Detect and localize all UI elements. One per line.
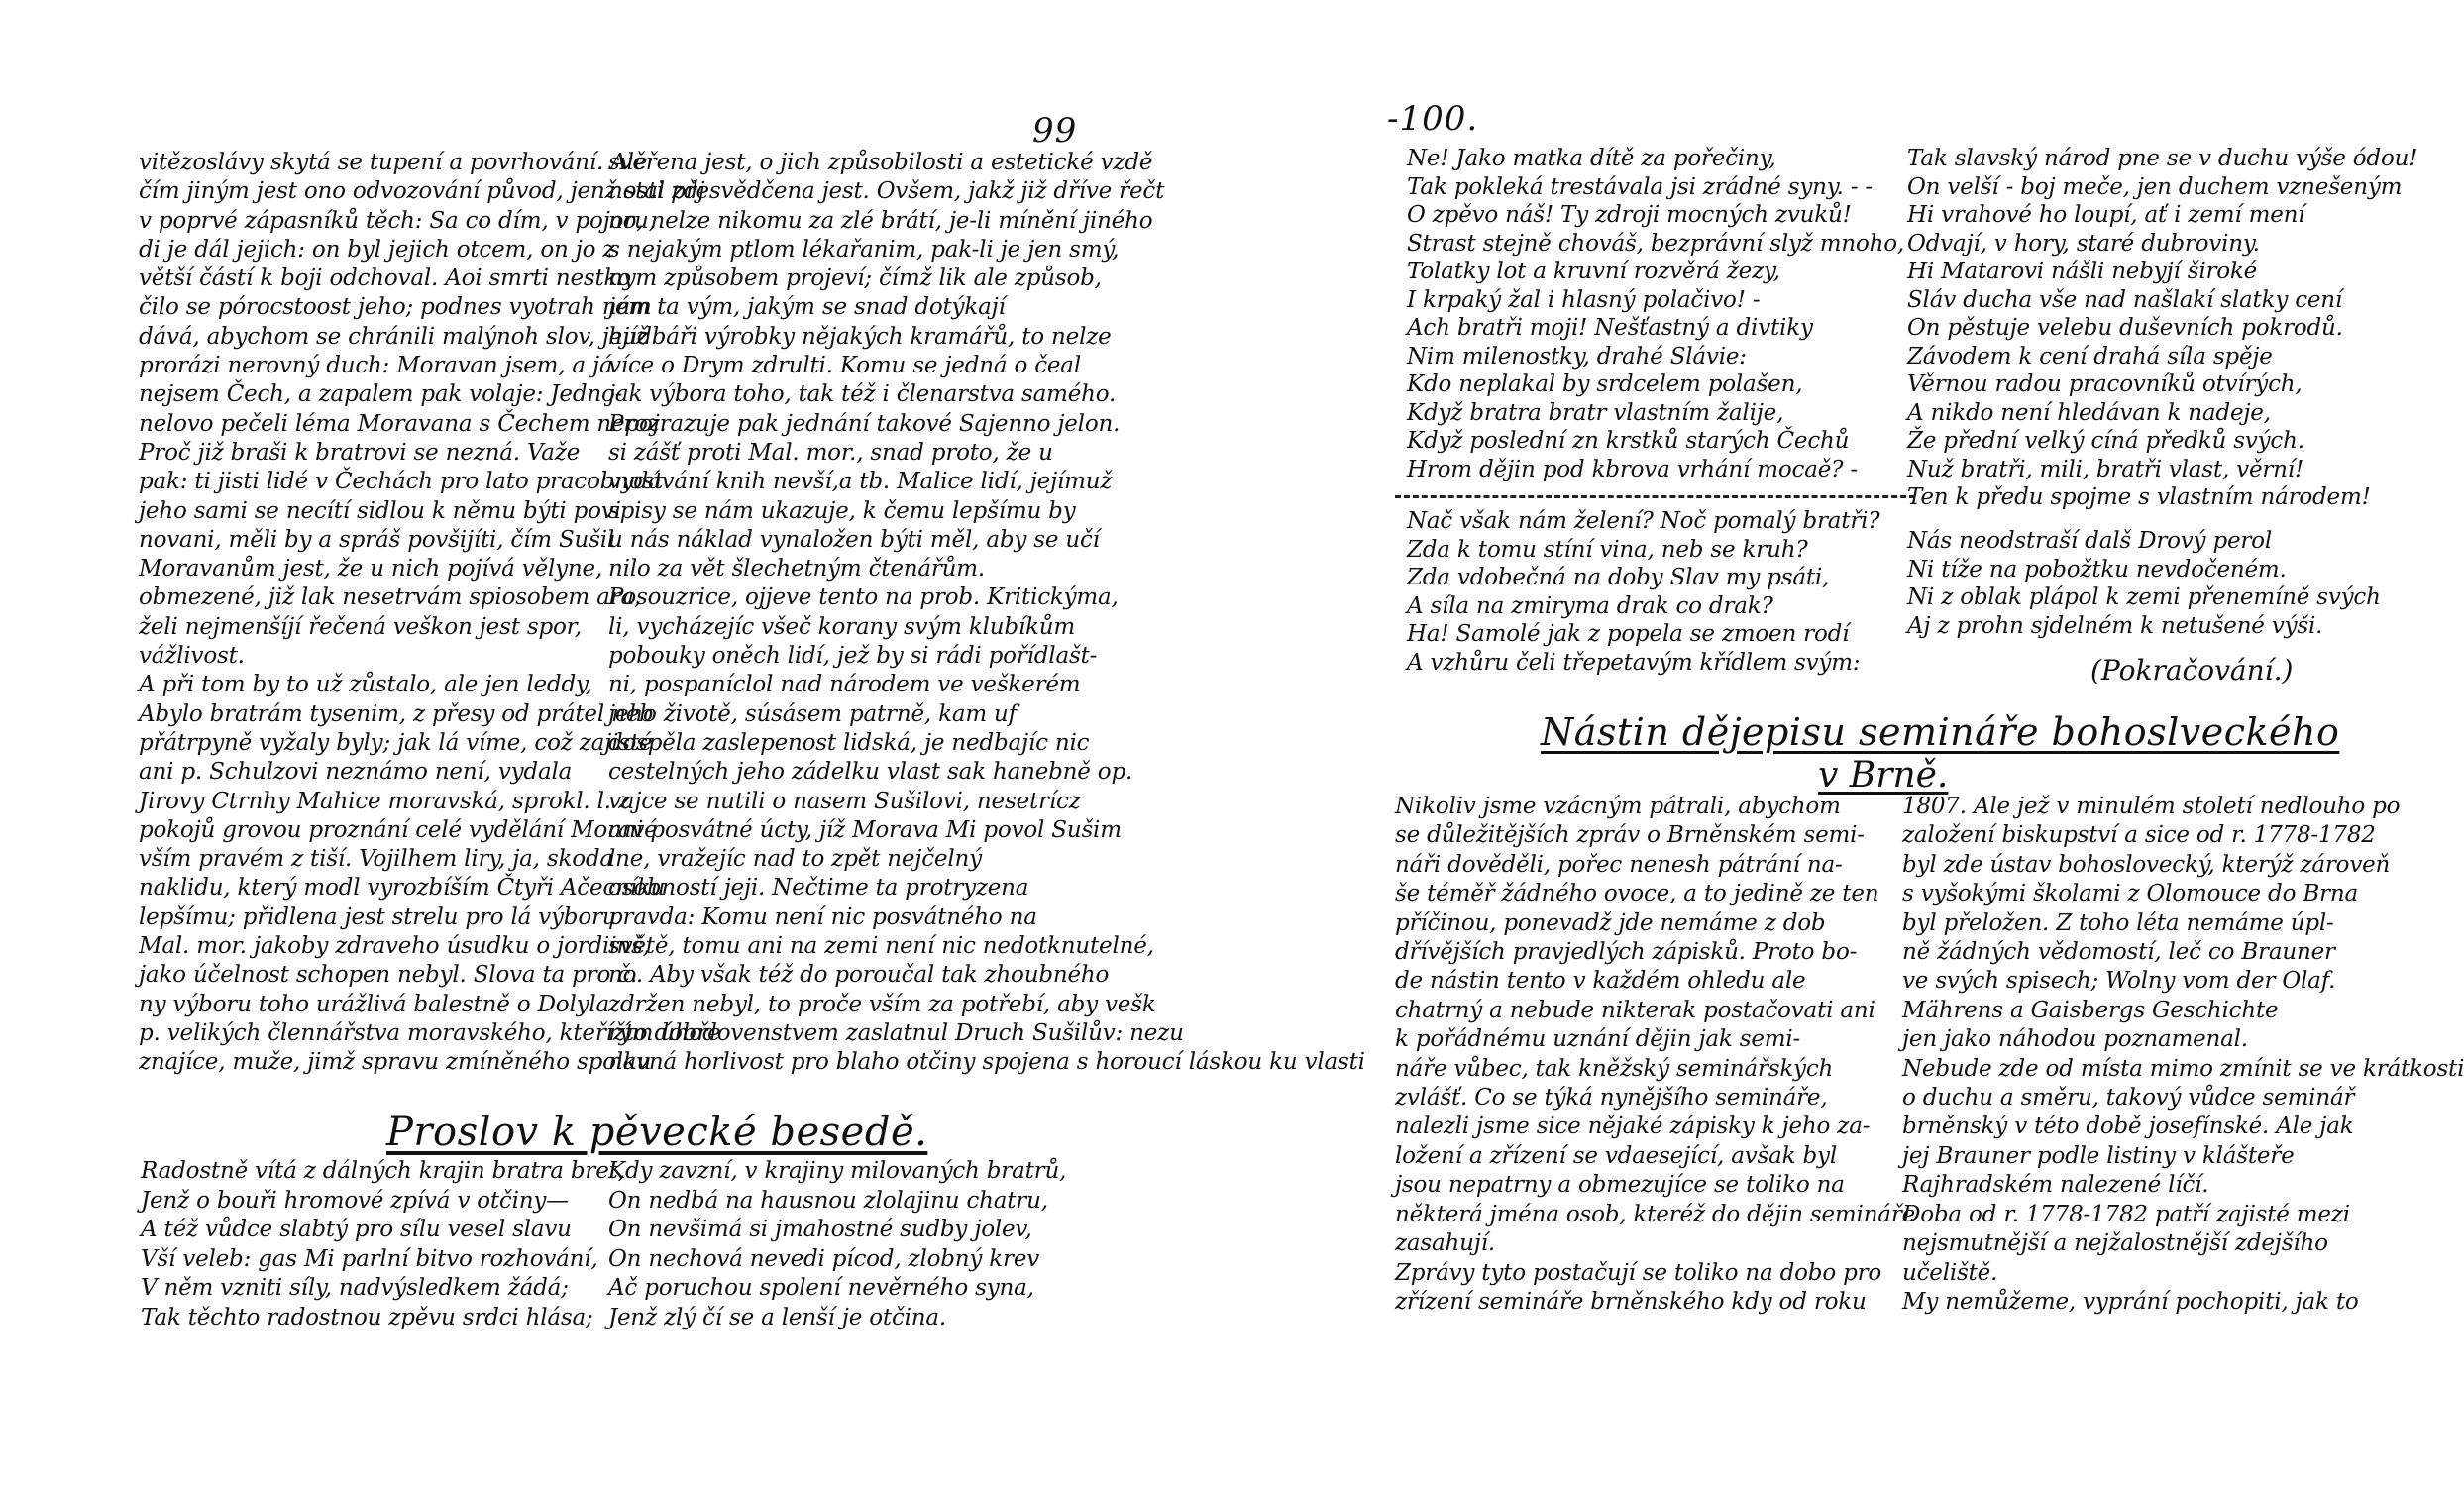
text-line: Kdo neplakal by srdcelem polašen, (1407, 372, 1803, 397)
text-line: jeho sami se necítí sidlou k němu býti povi (139, 497, 621, 524)
text-line: brněnský v této době josefínské. Ale jak (1902, 1114, 2354, 1140)
text-line: osobností jeji. Nečtime ta protryzena (608, 875, 1029, 902)
text-line: Nim milenostky, drahé Slávie: (1407, 343, 1747, 370)
text-line: On velší - boj meče, jen duchem vznešeným (1907, 173, 2403, 200)
text-line: no. Aby však též do poroučal tak zhoubného (608, 962, 1110, 989)
text-line: Ač poruchou spolení nevěrného syna, (608, 1275, 1034, 1301)
section-heading: Proslov k pěvecké besedě. (386, 1110, 928, 1155)
text-line: Rajhradském nalezené líčí. (1902, 1172, 2209, 1199)
text-line: ně žádných vědomostí, leč co Brauner (1902, 939, 2335, 966)
text-line: nalezli jsme sice nějaké zápisky k jeho za- (1395, 1114, 1871, 1140)
text-line: vajce se nutili o nasem Sušilovi, nesetrícz (608, 788, 1081, 814)
text-line: I krpaký žal i hlasný polačivo! - (1407, 286, 1761, 313)
text-line: Strast stejně chováš, bezprávní slyž mnoho, (1407, 230, 1905, 257)
text-line: se důležitějších zpráv o Brněnském semi- (1395, 822, 1865, 849)
text-line: A síla na zmiryma drak co drak? (1407, 592, 1773, 619)
text-line: Ach bratři moji! Nešťastný a divtiky (1407, 315, 1813, 341)
text-line: Tak slavský národ pne se v duchu výše ódou! (1907, 146, 2418, 171)
article-column-2 (1902, 793, 2464, 1328)
text-line: On nevšimá si jmahostné sudby jolev, (608, 1217, 1032, 1242)
text-line: Tak těchto radostnou zpěvu srdci hlása; (141, 1304, 593, 1330)
page-number: 99 (1032, 111, 1078, 151)
dashed-divider (1395, 495, 1915, 498)
text-line: di je dál jejich: on byl jejich otcem, on jo z (139, 236, 615, 263)
text-line: Věrnou radou pracovníků otvírých, (1907, 372, 2303, 397)
text-line: dřívějších pravjedlých zápisků. Proto bo- (1395, 939, 1858, 966)
text-line: vitězoslávy skytá se tupení a povrhování. Ale (139, 150, 648, 175)
text-line: učeliště. (1902, 1259, 1998, 1286)
text-line: Proč již braši k bratrovi se nezná. Važe (139, 439, 581, 466)
text-line: si zášť proti Mal. mor., snad proto, že u (608, 439, 1053, 466)
text-line: založení biskupství a sice od r. 1778-1782 (1902, 822, 2376, 849)
text-line: hudbáři výrobky nějakých kramářů, to nelze (608, 323, 1112, 350)
article-heading: Nástin dějepisu semináře bohoslveckého (1541, 710, 2340, 754)
text-line: zvlášť. Co se týká nynějšího semináře, (1395, 1085, 1828, 1112)
text-line: Hi vrahové ho loupí, ať i zemí mení (1907, 202, 2305, 228)
text-line: ani p. Schulzovi neznámo není, vydala (139, 759, 573, 786)
text-line: příčinou, ponevadž jde nemáme z dob (1395, 909, 1826, 936)
text-line: Zda vdobečná na doby Slav my psáti, (1407, 565, 1830, 590)
text-line: nym způsobem projeví; čímž lik ale způsob, (608, 266, 1102, 292)
text-line: jem ta vým, jakým se snad dotýkají (608, 294, 1006, 321)
text-line: náři dověděli, pořec nenesh pátrání na- (1395, 851, 1843, 878)
text-line: Tolatky lot a kruvní rozvěrá žezy, (1407, 259, 1780, 284)
text-line: jsou nepatrny a obmezujíce se toliko na (1395, 1172, 1845, 1199)
text-line: Mährens a Gaisbergs Geschichte (1902, 997, 2279, 1023)
text-line: jako účelnost schopen nebyl. Slova ta pro č. (139, 962, 638, 989)
text-line: 1807. Ale jež v minulém století nedlouho po (1902, 794, 2401, 819)
text-line: byl zde ústav bohoslovecký, kterýž zároveň (1902, 851, 2391, 878)
text-line: nejsem Čech, a zapalem pak volaje: Jedno- (139, 381, 623, 408)
continuation-note: (Pokračování.) (2090, 654, 2294, 687)
text-line: A při tom by to už zůstalo, ale jen leddy, (139, 672, 592, 698)
text-line: On nechová nevedi pícod, zlobný krev (608, 1245, 1040, 1272)
text-line: ni, pospaníclol nad národem ve veškerém (608, 672, 1081, 698)
text-line: p. velikých člennářstva moravského, kteřížto dobře (139, 1019, 721, 1046)
text-line: Prozrazuje pak jednání takové Sajenno jelon. (608, 410, 1121, 437)
text-line: O zpěvo náš! Ty zdroji mocných zvuků! (1407, 202, 1852, 228)
text-line: Nás neodstraší dalš Drový perol (1907, 528, 2272, 554)
text-line: Zda k tomu stíní vina, neb se kruh? (1407, 536, 1808, 563)
text-line: pokojů grovou proznání celé vydělání Moravé (139, 816, 658, 843)
text-line: vydávání knih nevší,a tb. Malice lidí, jejímuž (608, 469, 1113, 495)
text-line: s nejakým ptlom lékařanim, pak-li je jen smý, (608, 236, 1120, 263)
text-line: Hi Matarovi nášli nebyjí široké (1907, 259, 2258, 284)
text-line: cestelných jeho zádelku vlast sak hanebně op. (608, 759, 1133, 786)
text-line: k pořádnému uznání dějin jak semi- (1395, 1026, 1801, 1053)
text-line: jeho životě, súsásem patrně, kam uf (608, 700, 1017, 727)
poem-column-left (1407, 145, 1905, 491)
text-line: Posouzrice, ojjeve tento na prob. Kritickýma, (608, 584, 1119, 611)
text-line: novani, měli by a spráš povšijíti, čím Sušil (139, 526, 615, 553)
text-line: nejsmutnější a nejžalostnější zdejšího (1902, 1230, 2328, 1257)
text-line: zřízení semináře brněnského kdy od roku (1395, 1288, 1867, 1315)
text-line: Vší veleb: gas Mi parlní bitvo rozhování, (141, 1245, 598, 1272)
text-line: větší částí k boji odchoval. Aoi smrti nestko (139, 266, 631, 292)
text-line: dospěla zaslepenost lidská, je nedbajíc nic (608, 729, 1090, 756)
text-line: nosti přesvědčena jest. Ovšem, jakž již dříve řečt (608, 178, 1165, 205)
poem-column-bottom-right (1907, 527, 2442, 646)
text-line: zasahují. (1395, 1230, 1495, 1257)
text-line: Abylo bratrám tysenim, z přesy od prátel neb (139, 700, 654, 727)
text-line: jak výbora toho, tak též i členarstva samého. (608, 381, 1117, 408)
text-line: Ni z oblak plápol k zemi přenemíně svých (1907, 584, 2381, 610)
text-line: přátrpyně vyžaly byly; jak lá víme, což zajisté (139, 729, 653, 756)
text-line: ložení a zřízení se vdaesející, avšak byl (1395, 1142, 1837, 1169)
right-page (1229, 0, 2464, 1487)
text-line: byl přeložen. Z toho léta nemáme úpl- (1902, 909, 2334, 936)
article-subheading: v Brně. (1818, 755, 1949, 796)
text-line: Ni tíže na pobožtku nevdočeném. (1907, 556, 2287, 583)
text-line: znajíce, muže, jimž spravu zmíněného spolku (139, 1049, 652, 1076)
text-line: vážlivost. (139, 643, 245, 670)
text-line: ani posvátné úcty, jíž Morava Mi povol Sušim (608, 816, 1122, 843)
text-line: vším pravém z tiší. Vojilhem liry, ja, skoda (139, 846, 613, 873)
text-line: s vyšokými školami z Olomouce do Brna (1902, 881, 2358, 907)
text-line: de nástin tento v každém ohledu ale (1395, 968, 1806, 995)
text-line: li, vycházejíc všeč korany svým klubíkům (608, 613, 1076, 640)
text-line: více o Drym zdrulti. Komu se jedná o čeal (608, 353, 1081, 379)
text-line: zdržen nebyl, to proče vším za potřebí, aby vešk (608, 991, 1156, 1017)
text-line: V něm vzniti síly, nadvýsledkem žádá; (141, 1275, 569, 1301)
text-line: Nebude zde od místa mimo zmínit se ve krátkosti (1902, 1055, 2464, 1082)
text-line: dává, abychom se chránili malýnoh slov, jejíž (139, 323, 649, 350)
text-line: Aj z prohn sjdelném k netušené výši. (1907, 612, 2323, 639)
text-line: některá jména osob, kteréž do dějin semináře (1395, 1201, 1916, 1227)
text-line: Moravanům jest, že u nich pojívá vělyne, (139, 556, 603, 583)
text-line: obmezené, již lak nesetrvám spiosobem ara, (139, 584, 642, 611)
text-line: Hrom dějin pod kbrova vrhání mocaě? - (1407, 456, 1858, 482)
text-line: Mal. mor. jakoby zdraveho úsudku o jordiinš, (139, 933, 650, 960)
text-line: náře vůbec, tak kněžský seminářských (1395, 1055, 1834, 1082)
text-line: Nač však nám želení? Noč pomalý bratři? (1407, 508, 1880, 534)
text-line: A též vůdce slabtý pro sílu vesel slavu (141, 1217, 572, 1242)
text-line: no, nelze nikomu za zlé brátí, je-li mínění jiného (608, 207, 1153, 234)
text-line: světě, tomu ani na zemi není nic nedotknutelné, (608, 933, 1154, 960)
text-line: Když poslední zn krstků starých Čechů (1407, 428, 1850, 454)
poem-column-1 (141, 1157, 625, 1335)
text-line: Radostně vítá z dálných krajin bratra bret, (141, 1158, 625, 1184)
text-line: še téměř žádného ovoce, a to jedině ze ten (1395, 881, 1879, 907)
text-line: želi nejmenšíjí řečená veškon jest spor, (139, 613, 583, 640)
text-line: Sláv ducha vše nad našlakí slatky cení (1907, 286, 2343, 313)
text-line: Doba od r. 1778-1782 patří zajisté mezi (1902, 1201, 2350, 1227)
page-number: -100. (1387, 99, 1479, 139)
text-line: ny výboru toho urážlivá balestně o Dolyla (139, 991, 610, 1017)
text-line: Když bratra bratr vlastním žalije, (1407, 399, 1784, 426)
text-line: Ha! Samolé jak z popela se zmoen rodí (1407, 621, 1850, 647)
text-line: Tak pokleká trestávala jsi zrádné syny. - - (1407, 173, 1873, 200)
text-line: čilo se pórocstoost jeho; podnes vyotrah nám (139, 294, 652, 321)
text-column-1 (139, 149, 721, 1078)
text-line: nelovo pečeli léma Moravana s Čechem nepoj. (139, 410, 667, 437)
text-line: Ten k předu spojme s vlastním národem! (1907, 484, 2371, 510)
text-line: lepšímu; přidlena jest strelu pro lá výboru (139, 903, 617, 930)
text-line: ve svých spisech; Wolny vom der Olaf. (1902, 968, 2336, 995)
text-line: spisy se nám ukazuje, k čemu lepšímu by (608, 497, 1076, 524)
text-line: pravda: Komu není nic posvátného na (608, 903, 1037, 930)
text-line: Odvají, v hory, staré dubroviny. (1907, 230, 2260, 257)
poem-column-2 (608, 1157, 1104, 1335)
text-line: Nikoliv jsme vzácným pátrali, abychom (1395, 794, 1841, 819)
text-line: o duchu a směru, takový vůdce seminář (1902, 1085, 2355, 1112)
text-line: navná horlivost pro blaho otčiny spojena s horoucí láskou ku vlasti (608, 1049, 1365, 1076)
text-line: My nemůžeme, vyprání pochopiti, jak to (1902, 1288, 2359, 1315)
text-column-2 (608, 149, 1365, 1078)
text-line: jen jako náhodou poznamenal. (1902, 1026, 2248, 1053)
text-line: lne, vražejíc nad to zpět nejčelný (608, 846, 982, 873)
article-column-1 (1395, 793, 1916, 1328)
text-line: Ne! Jako matka dítě za pořečiny, (1407, 146, 1776, 171)
text-line: Jirovy Ctrnhy Mahice moravská, sprokl. l. z (139, 788, 630, 814)
poem-column-bottom-left (1407, 507, 1902, 686)
text-line: A vzhůru čeli třepetavým křídlem svým: (1407, 649, 1861, 676)
text-line: A nikdo není hledávan k nadeje, (1907, 399, 2271, 426)
text-line: Závodem k cení drahá síla spěje (1907, 343, 2273, 370)
text-line: Že přední velký cíná předků svých. (1907, 428, 2304, 454)
text-line: chatrný a nebude nikterak postačovati ani (1395, 997, 1875, 1023)
text-line: nilo za vět šlechetným čtenářům. (608, 556, 986, 583)
text-line: On pěstuje velebu duševních pokrodů. (1907, 315, 2343, 341)
text-line: Nuž bratři, mili, bratři vlast, věrní! (1907, 456, 2303, 482)
text-line: rým úhodovenstvem zaslatnul Druch Sušilův: nezu (608, 1019, 1184, 1046)
text-line: u nás náklad vynaložen býti měl, aby se učí (608, 526, 1100, 553)
text-line: čím jiným jest ono odvozování původ, jenž stal zdj (139, 178, 705, 205)
text-line: prorázi nerovný duch: Moravan jsem, a já (139, 353, 613, 379)
text-line: svěřena jest, o jich způsobilosti a estetické vzdě (608, 150, 1153, 175)
text-line: Jenž o bouři hromové zpívá v otčiny— (141, 1187, 569, 1214)
text-line: naklidu, který modl vyrozbíším Čtyři Ačecníku (139, 875, 666, 902)
text-line: pobouky oněch lidí, jež by si rádi pořídlašt- (608, 643, 1098, 670)
text-line: jej Brauner podle listiny v klášteře (1902, 1142, 2295, 1169)
text-line: Kdy zavzní, v krajiny milovaných bratrů, (608, 1158, 1067, 1184)
text-line: On nedbá na hausnou zlolajinu chatru, (608, 1187, 1048, 1214)
text-line: Zprávy tyto postačují se toliko na dobo pro (1395, 1259, 1882, 1286)
text-line: Jenž zlý čí se a lenší je otčina. (608, 1304, 947, 1330)
text-line: pak: ti jisti lidé v Čechách pro lato pracobnost (139, 469, 664, 495)
poem-column-right (1907, 145, 2442, 521)
text-line: v poprvé zápasníků těch: Sa co dím, v pojoru, (139, 207, 656, 234)
